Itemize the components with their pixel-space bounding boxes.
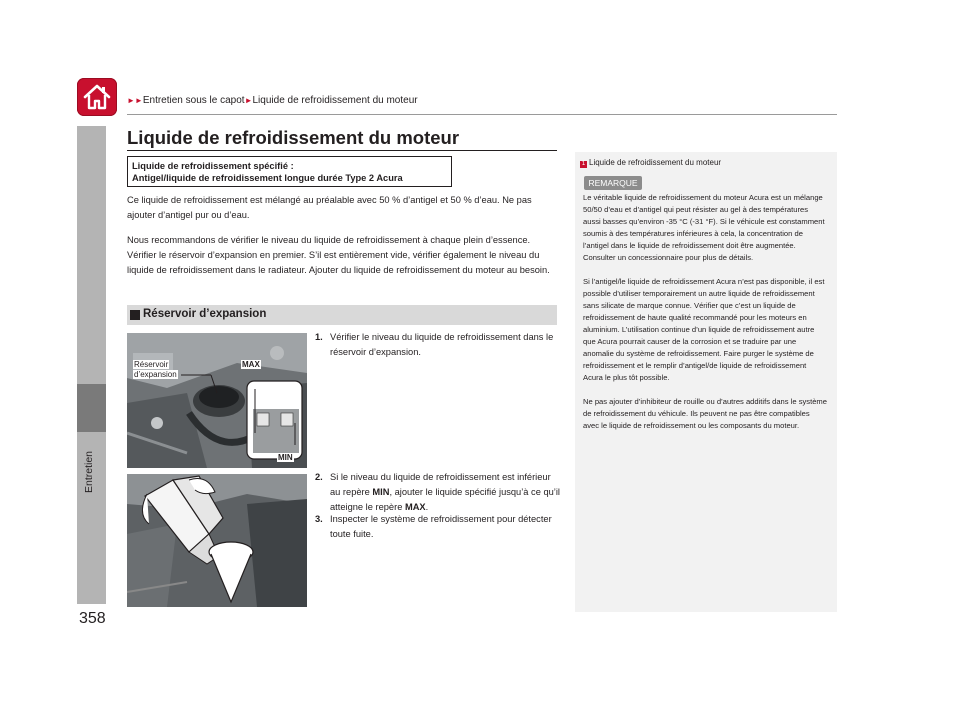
- step-number: 1.: [315, 332, 323, 342]
- spec-line-1: Liquide de refroidissement spécifié :: [132, 161, 294, 171]
- step-text: Inspecter le système de refroidissement pour détecter toute fuite.: [330, 514, 552, 539]
- step-text: Vérifier le niveau du liquide de refroidissement dans le réservoir d’expansion.: [330, 332, 554, 357]
- note-paragraph: Si l’antigel/le liquide de refroidissement Acura n’est pas disponible, il est possible d’utiliser temporairement un autre liquide de refroidissement sans silicate de marque connue. Vérifier que c’est un liquide de refroidissement de haute qualité recommandé pour les moteurs en aluminium. L’utilisation continue d’un liquide de refroidissement autre que Acura pourrait causer de la corrosion et se traduire par une anomalie du système de refroidissement. Faire purger le système de refroidissement et le remplir d’antigel/de liquide de refroidissement Acura le plus tôt possible.: [583, 277, 825, 382]
- section-header: [127, 305, 557, 325]
- step-number: 3.: [315, 514, 323, 524]
- step-text: [330, 470, 560, 515]
- breadcrumb-arrow-icon: ►: [244, 96, 253, 105]
- home-button[interactable]: [77, 78, 117, 116]
- page-title: Liquide de refroidissement du moteur: [127, 127, 460, 148]
- section-square-icon: [130, 310, 140, 320]
- max-mark: MAX: [404, 502, 426, 512]
- pouring-coolant-photo: [127, 474, 307, 607]
- side-tab-label[interactable]: Entretien: [83, 450, 95, 493]
- page-number: 358: [79, 610, 106, 627]
- step-text-part: Si le niveau du liquide de refroidissement est inférieur au repère: [330, 472, 551, 497]
- breadcrumb: [127, 95, 418, 106]
- section-title: Réservoir d’expansion: [143, 308, 267, 320]
- step-text-part: , ajouter le liquide spécifié jusqu’à ce qu’il atteigne le repère: [330, 487, 560, 512]
- note-paragraph: Le véritable liquide de refroidissement du moteur Acura est un mélange 50/50 d’eau et d’antigel qui peut résister au gel à des températures aussi basses qu’environ -35 °C (-31 °F). Si le véhicule est constamment soumis à des températures inférieures à cela, la concentration de l’antigel dans le liquide de refroidissement doit être augmentée. Consulter un concessionnaire pour plus de détails.: [583, 193, 825, 262]
- breadcrumb-link-current[interactable]: Liquide de refroidissement du moteur: [252, 95, 418, 106]
- note-heading[interactable]: [580, 158, 721, 168]
- step-3: [315, 512, 560, 542]
- callout-reservoir-line2: d’expansion: [134, 370, 177, 379]
- step-text-part: .: [425, 502, 429, 512]
- side-tab-strip: [77, 126, 106, 384]
- title-rule: [127, 150, 557, 151]
- step-number: 2.: [315, 472, 323, 482]
- remarque-badge: REMARQUE: [584, 176, 642, 190]
- note-text: [583, 192, 827, 444]
- breadcrumb-link-entretien[interactable]: Entretien sous le capot: [142, 95, 245, 106]
- min-mark: MIN: [372, 487, 390, 497]
- side-tab-active-marker: [77, 384, 106, 432]
- home-icon: [82, 82, 112, 112]
- note-heading-text: Liquide de refroidissement du moteur: [589, 158, 722, 167]
- step-2: [315, 470, 560, 515]
- spec-line-2: Antigel/liquide de refroidissement longue durée Type 2 Acura: [132, 173, 403, 183]
- note-paragraph: Ne pas ajouter d’inhibiteur de rouille ou d’autres additifs dans le système de refroidissement du véhicule. Ils peuvent ne pas être compatibles avec le liquide de refroidissement ou les composants du moteur.: [583, 397, 827, 430]
- expansion-tank-photo: [127, 333, 307, 468]
- step-1: [315, 330, 560, 360]
- callout-min: MIN: [278, 453, 293, 462]
- breadcrumb-arrow-icon: ►►: [127, 96, 143, 105]
- recommend-paragraph: Nous recommandons de vérifier le niveau du liquide de refroidissement à chaque plein d’essence. Vérifier le réservoir d’expansion en premier. S’il est entièrement vide, vérifier également le niveau du liquide de refroidissement dans le radiateur. Ajouter du liquide de refroidissement du moteur au besoin.: [127, 235, 550, 275]
- note-link-icon: 1: [581, 161, 586, 167]
- spec-box: [127, 156, 452, 187]
- header-rule: [127, 114, 837, 115]
- callout-max: MAX: [242, 360, 260, 369]
- callout-reservoir-line1: Réservoir: [134, 360, 169, 369]
- intro-paragraph: Ce liquide de refroidissement est mélangé au préalable avec 50 % d’antigel et 50 % d’eau. Ne pas ajouter d’antigel pur ou d’eau.: [127, 195, 532, 220]
